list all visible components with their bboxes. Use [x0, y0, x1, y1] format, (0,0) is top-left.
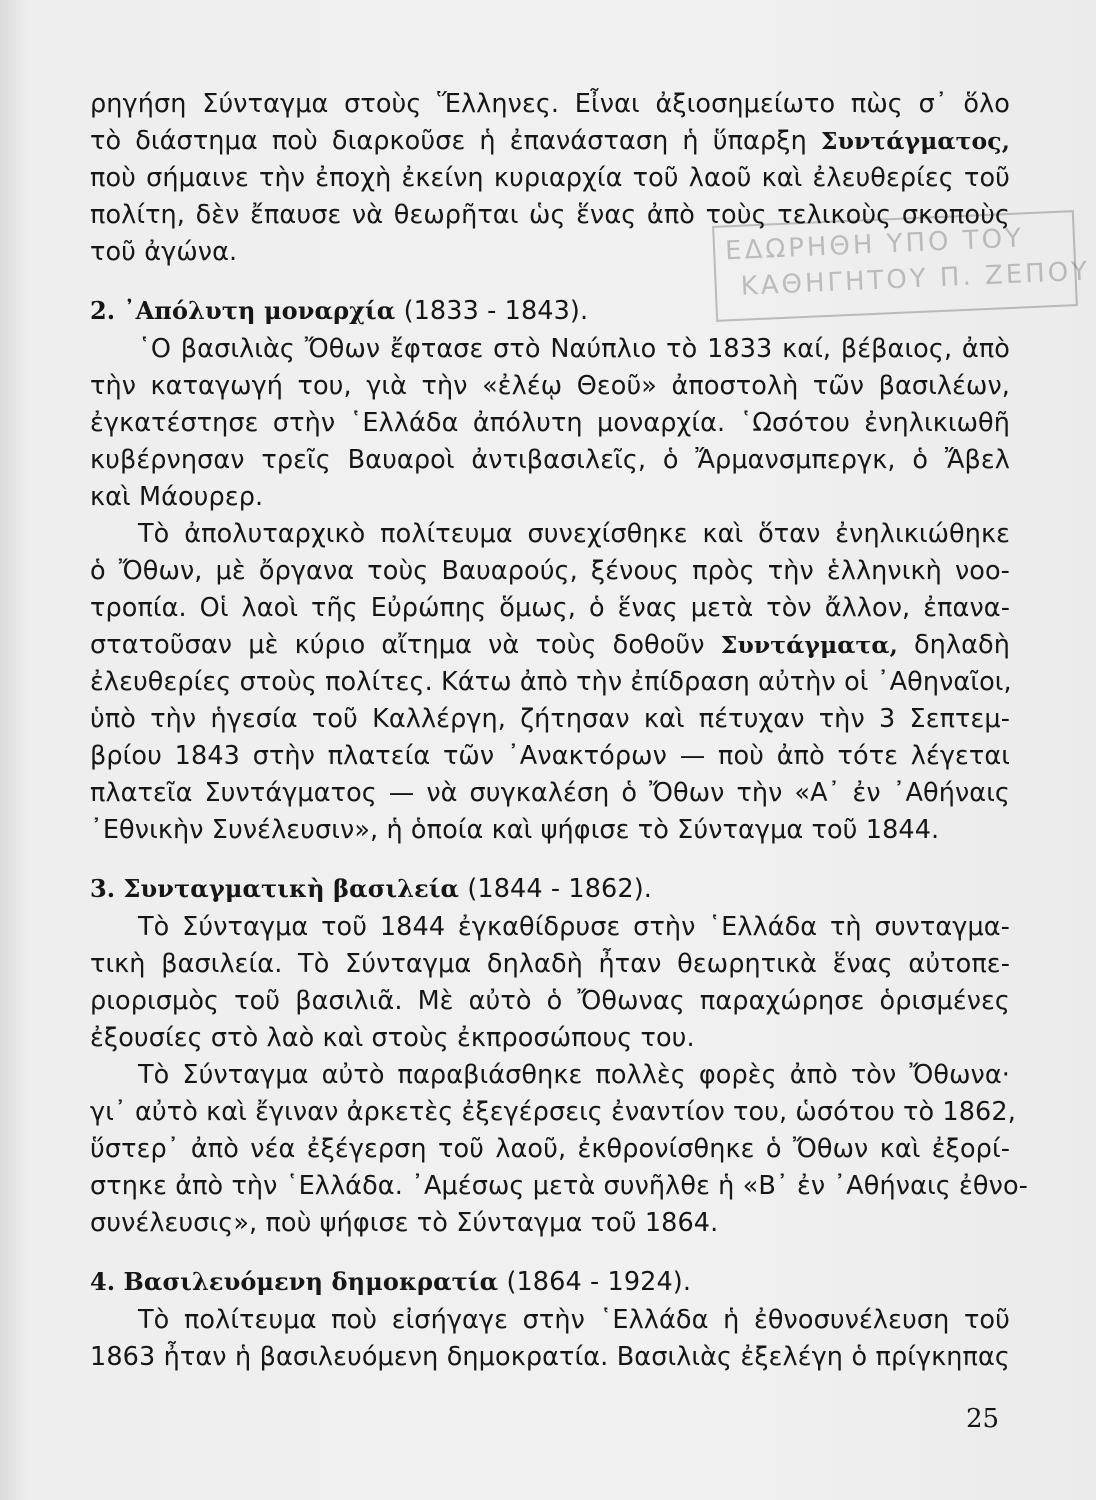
text-line [90, 627, 1010, 664]
text-line: στηκε ἀπὸ τὴν ῾Ελλάδα. ᾽Αμέσως μετὰ συνῆλθε ἡ «Β᾽ ἐν ᾽Αθήναις ἐθνο- [90, 1171, 1028, 1201]
text-line: Τὸ ἀπολυταρχικὸ πολίτευμα συνεχίσθηκε καὶ ὅταν ἐνηλικιώθηκε [138, 519, 1010, 549]
section-title: Συνταγματικὴ βασιλεία [123, 874, 460, 903]
paragraph-intro [90, 86, 1010, 271]
text-line: ὑπὸ τὴν ἡγεσία τοῦ Καλλέργη, ζήτησαν καὶ πέτυχαν τὴν 3 Σεπτεμ- [90, 704, 1010, 734]
section-number: 3. [90, 874, 116, 903]
section-title: Βασιλευόμενη δημοκρατία [123, 1267, 499, 1296]
text-line: συνέλευσις», ποὺ ψήφισε τὸ Σύνταγμα τοῦ 1864. [90, 1208, 719, 1238]
text-line: ποὺ σήμαινε τὴν ἐποχὴ ἐκείνη κυριαρχία τοῦ λαοῦ καὶ ἐλευθερίες τοῦ [90, 163, 1010, 193]
text-line: καὶ Μάουρερ. [90, 482, 264, 512]
text-span: τὸ διάστημα ποὺ διαρκοῦσε ἡ ἐπανάσταση ἡ ὕπαρξη [90, 126, 821, 156]
bold-term: Συντάγματα, [720, 631, 898, 659]
text-line: ἐλευθερίες στοὺς πολίτες. Κάτω ἀπὸ τὴν ἐπίδραση αὐτὴν οἱ ᾽Αθηναῖοι, [90, 667, 1012, 697]
text-line: ρηγήση Σύνταγμα στοὺς Ἕλληνες. Εἶναι ἀξιοσημείωτο πὼς σ᾽ ὅλο [90, 89, 1010, 119]
paragraph-deposition [90, 1057, 1028, 1242]
text-span: στατοῦσαν μὲ κύριο αἴτημα νὰ τοὺς δοθοῦν [90, 630, 721, 660]
text-line: γι᾽ αὐτὸ καὶ ἔγιναν ἀρκετὲς ἐξεγέρσεις ἐναντίον του, ὡσότου τὸ 1862, [90, 1097, 1016, 1127]
text-line: τοῦ ἀγώνα. [90, 237, 238, 267]
text-line: πολίτη, δὲν ἔπαυσε νὰ θεωρῆται ὡς ἕνας ἀπὸ τοὺς τελικοὺς σκοποὺς [90, 200, 1010, 230]
stamp-line: ΚΑΘΗΓΗΤΟΥ Π. ΖΕΠΟΥ [740, 256, 1091, 302]
text-line: τὴν καταγωγή του, γιὰ τὴν «ἐλέῳ Θεοῦ» ἀποστολὴ τῶν βασιλέων, [90, 371, 1010, 401]
page-number: 25 [966, 1404, 1000, 1434]
text-line: 1863 ἦταν ἡ βασιλευόμενη δημοκρατία. Βασιλιὰς ἐξελέγη ὁ πρίγκηπας [90, 1342, 1010, 1372]
text-line: Τὸ Σύνταγμα αὐτὸ παραβιάσθηκε πολλὲς φορὲς ἀπὸ τὸν Ὄθωνα· [138, 1060, 1010, 1090]
text-line: ῾Ο βασιλιὰς Ὄθων ἔφτασε στὸ Ναύπλιο τὸ 1833 καί, βέβαιος, ἀπὸ [138, 334, 1010, 364]
section-date-range: (1844 - 1862). [467, 874, 652, 904]
text-line: ριορισμὸς τοῦ βασιλιᾶ. Μὲ αὐτὸ ὁ Ὄθωνας παραχώρησε ὁρισμένες [90, 986, 1010, 1016]
section-heading-3 [90, 869, 1010, 909]
paragraph-otto-arrival [90, 331, 1010, 516]
section-date-range: (1833 - 1843). [403, 296, 589, 326]
section-number: 2. [90, 296, 116, 325]
section-heading-4 [90, 1262, 1010, 1302]
text-line: τροπία. Οἱ λαοὶ τῆς Εὐρώπης ὅμως, ὁ ἕνας μετὰ τὸν ἄλλον, ἐπανα- [90, 593, 1010, 623]
bold-term: Συντάγματος, [820, 127, 1010, 155]
section-heading-2 [90, 291, 1010, 331]
text-line [90, 123, 1010, 160]
text-line: πλατεῖα Συντάγματος — νὰ συγκαλέση ὁ Ὄθων τὴν «Α᾽ ἐν ᾽Αθήναις [90, 778, 1010, 808]
text-line: κυβέρνησαν τρεῖς Βαυαροὶ ἀντιβασιλεῖς, ὁ Ἄρμανσμπεργκ, ὁ Ἄβελ [90, 445, 1010, 475]
text-line: ᾽Εθνικὴν Συνέλευσιν», ἡ ὁποία καὶ ψήφισε τὸ Σύνταγμα τοῦ 1844. [90, 815, 940, 845]
text-line: ὁ Ὄθων, μὲ ὄργανα τοὺς Βαυαρούς, ξένους πρὸς τὴν ἑλληνικὴ νοο- [90, 556, 1010, 586]
paragraph-absolutism [90, 516, 1010, 849]
paragraph-constitution-1844 [90, 909, 1010, 1057]
section-number: 4. [90, 1267, 116, 1296]
text-line: Τὸ Σύνταγμα τοῦ 1844 ἐγκαθίδρυσε στὴν ῾Ελλάδα τὴ συνταγμα- [138, 912, 1010, 942]
text-line: ἐξουσίες στὸ λαὸ καὶ στοὺς ἐκπροσώπους του. [90, 1023, 695, 1053]
text-column [90, 86, 1028, 1376]
text-line: βρίου 1843 στὴν πλατεία τῶν ᾽Ανακτόρων — ποὺ ἀπὸ τότε λέγεται [90, 741, 1010, 771]
paragraph-crowned-democracy [90, 1302, 1010, 1376]
section-title: ᾽Απόλυτη μοναρχία [123, 296, 396, 325]
section-date-range: (1864 - 1924). [506, 1267, 692, 1297]
stamp-line: ΕΔΩΡΗΘΗ ΥΠΟ ΤΟΥ [724, 223, 1025, 267]
text-line: ὕστερ᾽ ἀπὸ νέα ἐξέγερση τοῦ λαοῦ, ἐκθρονίσθηκε ὁ Ὄθων καὶ ἐξορί- [90, 1134, 1010, 1164]
text-line: ἐγκατέστησε στὴν ῾Ελλάδα ἀπόλυτη μοναρχία. ῾Ωσότου ἐνηλικιωθῆ [90, 408, 1010, 438]
text-line: τικὴ βασιλεία. Τὸ Σύνταγμα δηλαδὴ ἦταν θεωρητικὰ ἕνας αὐτοπε- [90, 949, 1010, 979]
text-span: δηλαδὴ [897, 630, 1010, 660]
text-line: Τὸ πολίτευμα ποὺ εἰσήγαγε στὴν ῾Ελλάδα ἡ ἐθνοσυνέλευση τοῦ [138, 1305, 1010, 1335]
